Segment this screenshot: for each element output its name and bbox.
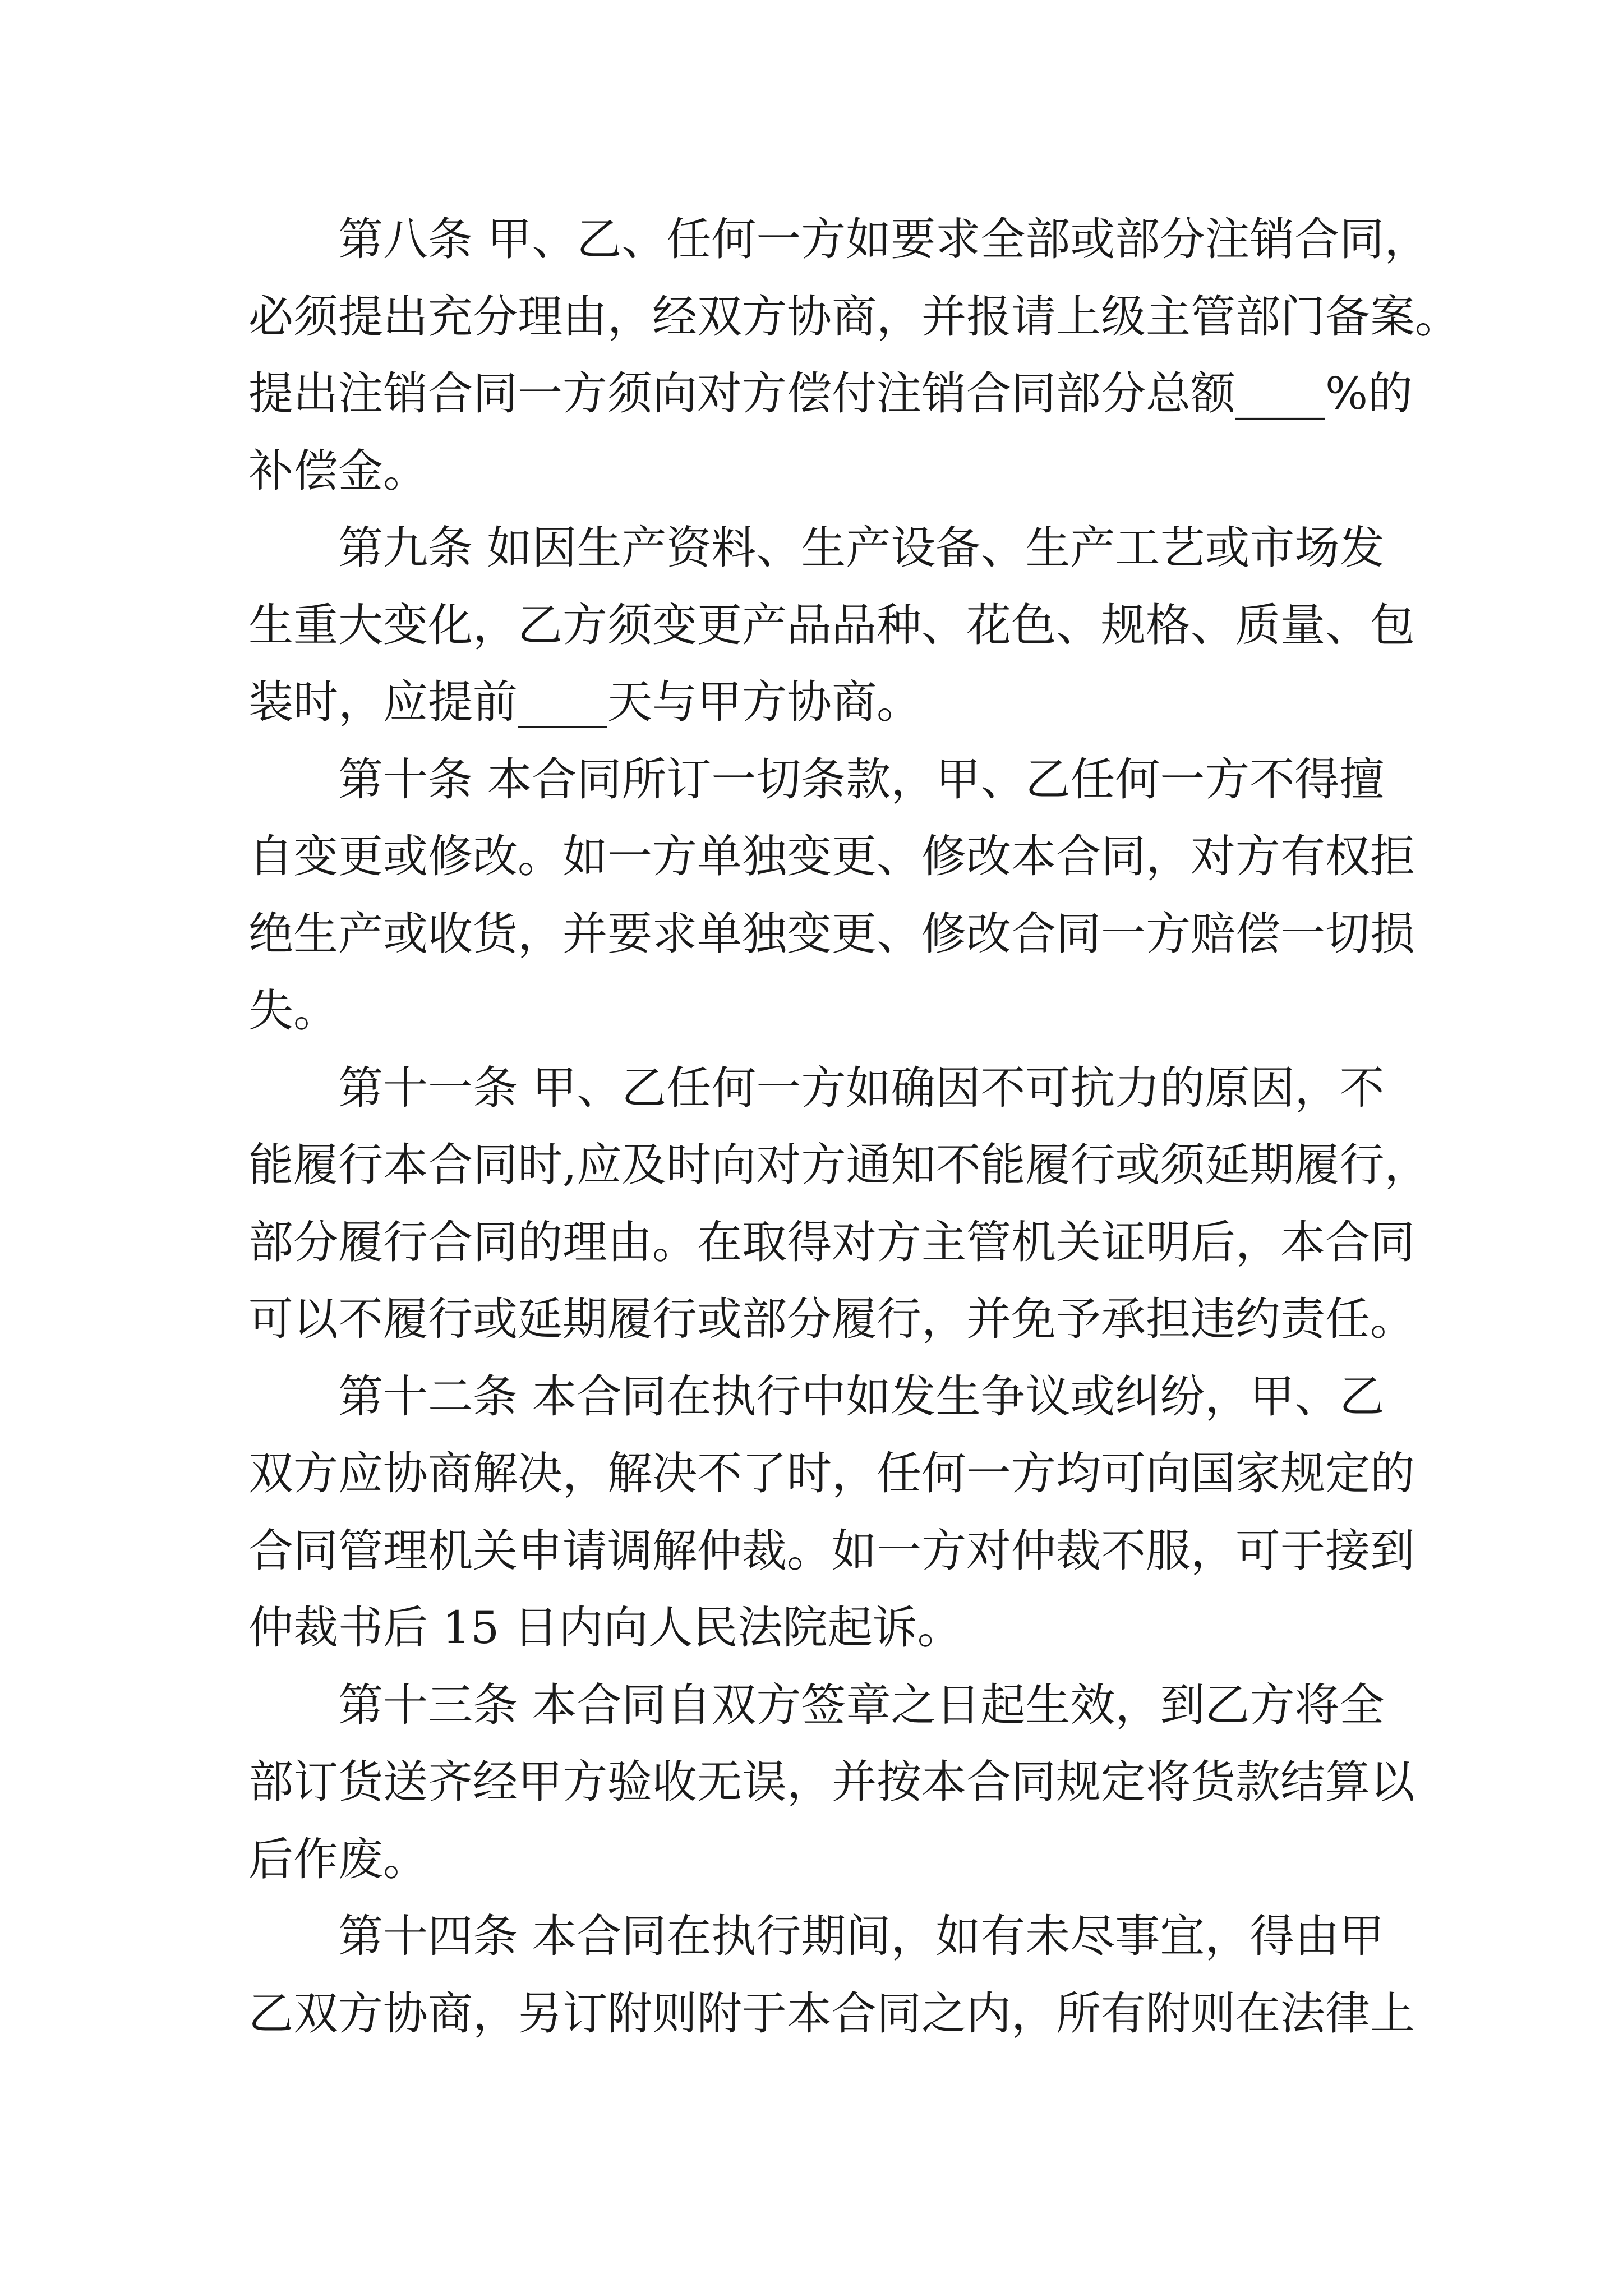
text-line: 自变更或修改。如一方单独变更、修改本合同，对方有权拒 [248, 830, 1415, 882]
clause-13 [248, 1667, 1415, 1898]
text-line: 第八条 甲、乙、任何一方如要求全部或部分注销合同， [338, 213, 1430, 265]
text-line: 部分履行合同的理由。在取得对方主管机关证明后，本合同 [248, 1216, 1415, 1268]
clause-10 [248, 741, 1415, 1050]
text-line: 部订货送齐经甲方验收无误，并按本合同规定将货款结算以 [248, 1756, 1415, 1808]
text-line: 第十三条 本合同自双方签章之日起生效，到乙方将全 [338, 1678, 1385, 1731]
clause-12 [248, 1358, 1415, 1667]
text-line: 失。 [248, 984, 338, 1037]
text-line: 后作废。 [248, 1833, 428, 1885]
text-line: 生重大变化，乙方须变更产品品种、花色、规格、质量、包 [248, 599, 1415, 651]
text-line: 装时，应提前____天与甲方协商。 [248, 676, 921, 728]
text-line: 第十条 本合同所订一切条款，甲、乙任何一方不得擅 [338, 753, 1385, 806]
text-line: 必须提出充分理由，经双方协商，并报请上级主管部门备案。 [248, 290, 1460, 343]
text-line: 合同管理机关申请调解仲裁。如一方对仲裁不服，可于接到 [248, 1524, 1415, 1577]
clause-14 [248, 1898, 1415, 2052]
text-line: 补偿金。 [248, 444, 428, 497]
clause-8 [248, 201, 1460, 509]
text-line: 能履行本合同时,应及时向对方通知不能履行或须延期履行， [248, 1139, 1430, 1191]
text-line: 绝生产或收货，并要求单独变更、修改合同一方赔偿一切损 [248, 907, 1415, 960]
text-line: 双方应协商解决，解决不了时，任何一方均可向国家规定的 [248, 1447, 1415, 1499]
text-line: 第九条 如因生产资料、生产设备、生产工艺或市场发 [338, 522, 1385, 574]
text-line: 提出注销合同一方须向对方偿付注销合同部分总额____%的 [248, 367, 1413, 420]
text-line: 第十一条 甲、乙任何一方如确因不可抗力的原因，不 [338, 1061, 1385, 1114]
text-line: 第十四条 本合同在执行期间，如有未尽事宜，得由甲 [338, 1910, 1385, 1962]
text-line: 仲裁书后 15 日内向人民法院起诉。 [248, 1602, 962, 1654]
text-line: 第十二条 本合同在执行中如发生争议或纠纷，甲、乙 [338, 1370, 1385, 1423]
clause-9 [248, 509, 1415, 741]
text-line: 可以不履行或延期履行或部分履行，并免予承担违约责任。 [248, 1293, 1415, 1345]
document-body [248, 201, 1460, 2052]
text-line: 乙双方协商，另订附则附于本合同之内，所有附则在法律上 [248, 1987, 1415, 2040]
clause-11 [248, 1050, 1430, 1358]
